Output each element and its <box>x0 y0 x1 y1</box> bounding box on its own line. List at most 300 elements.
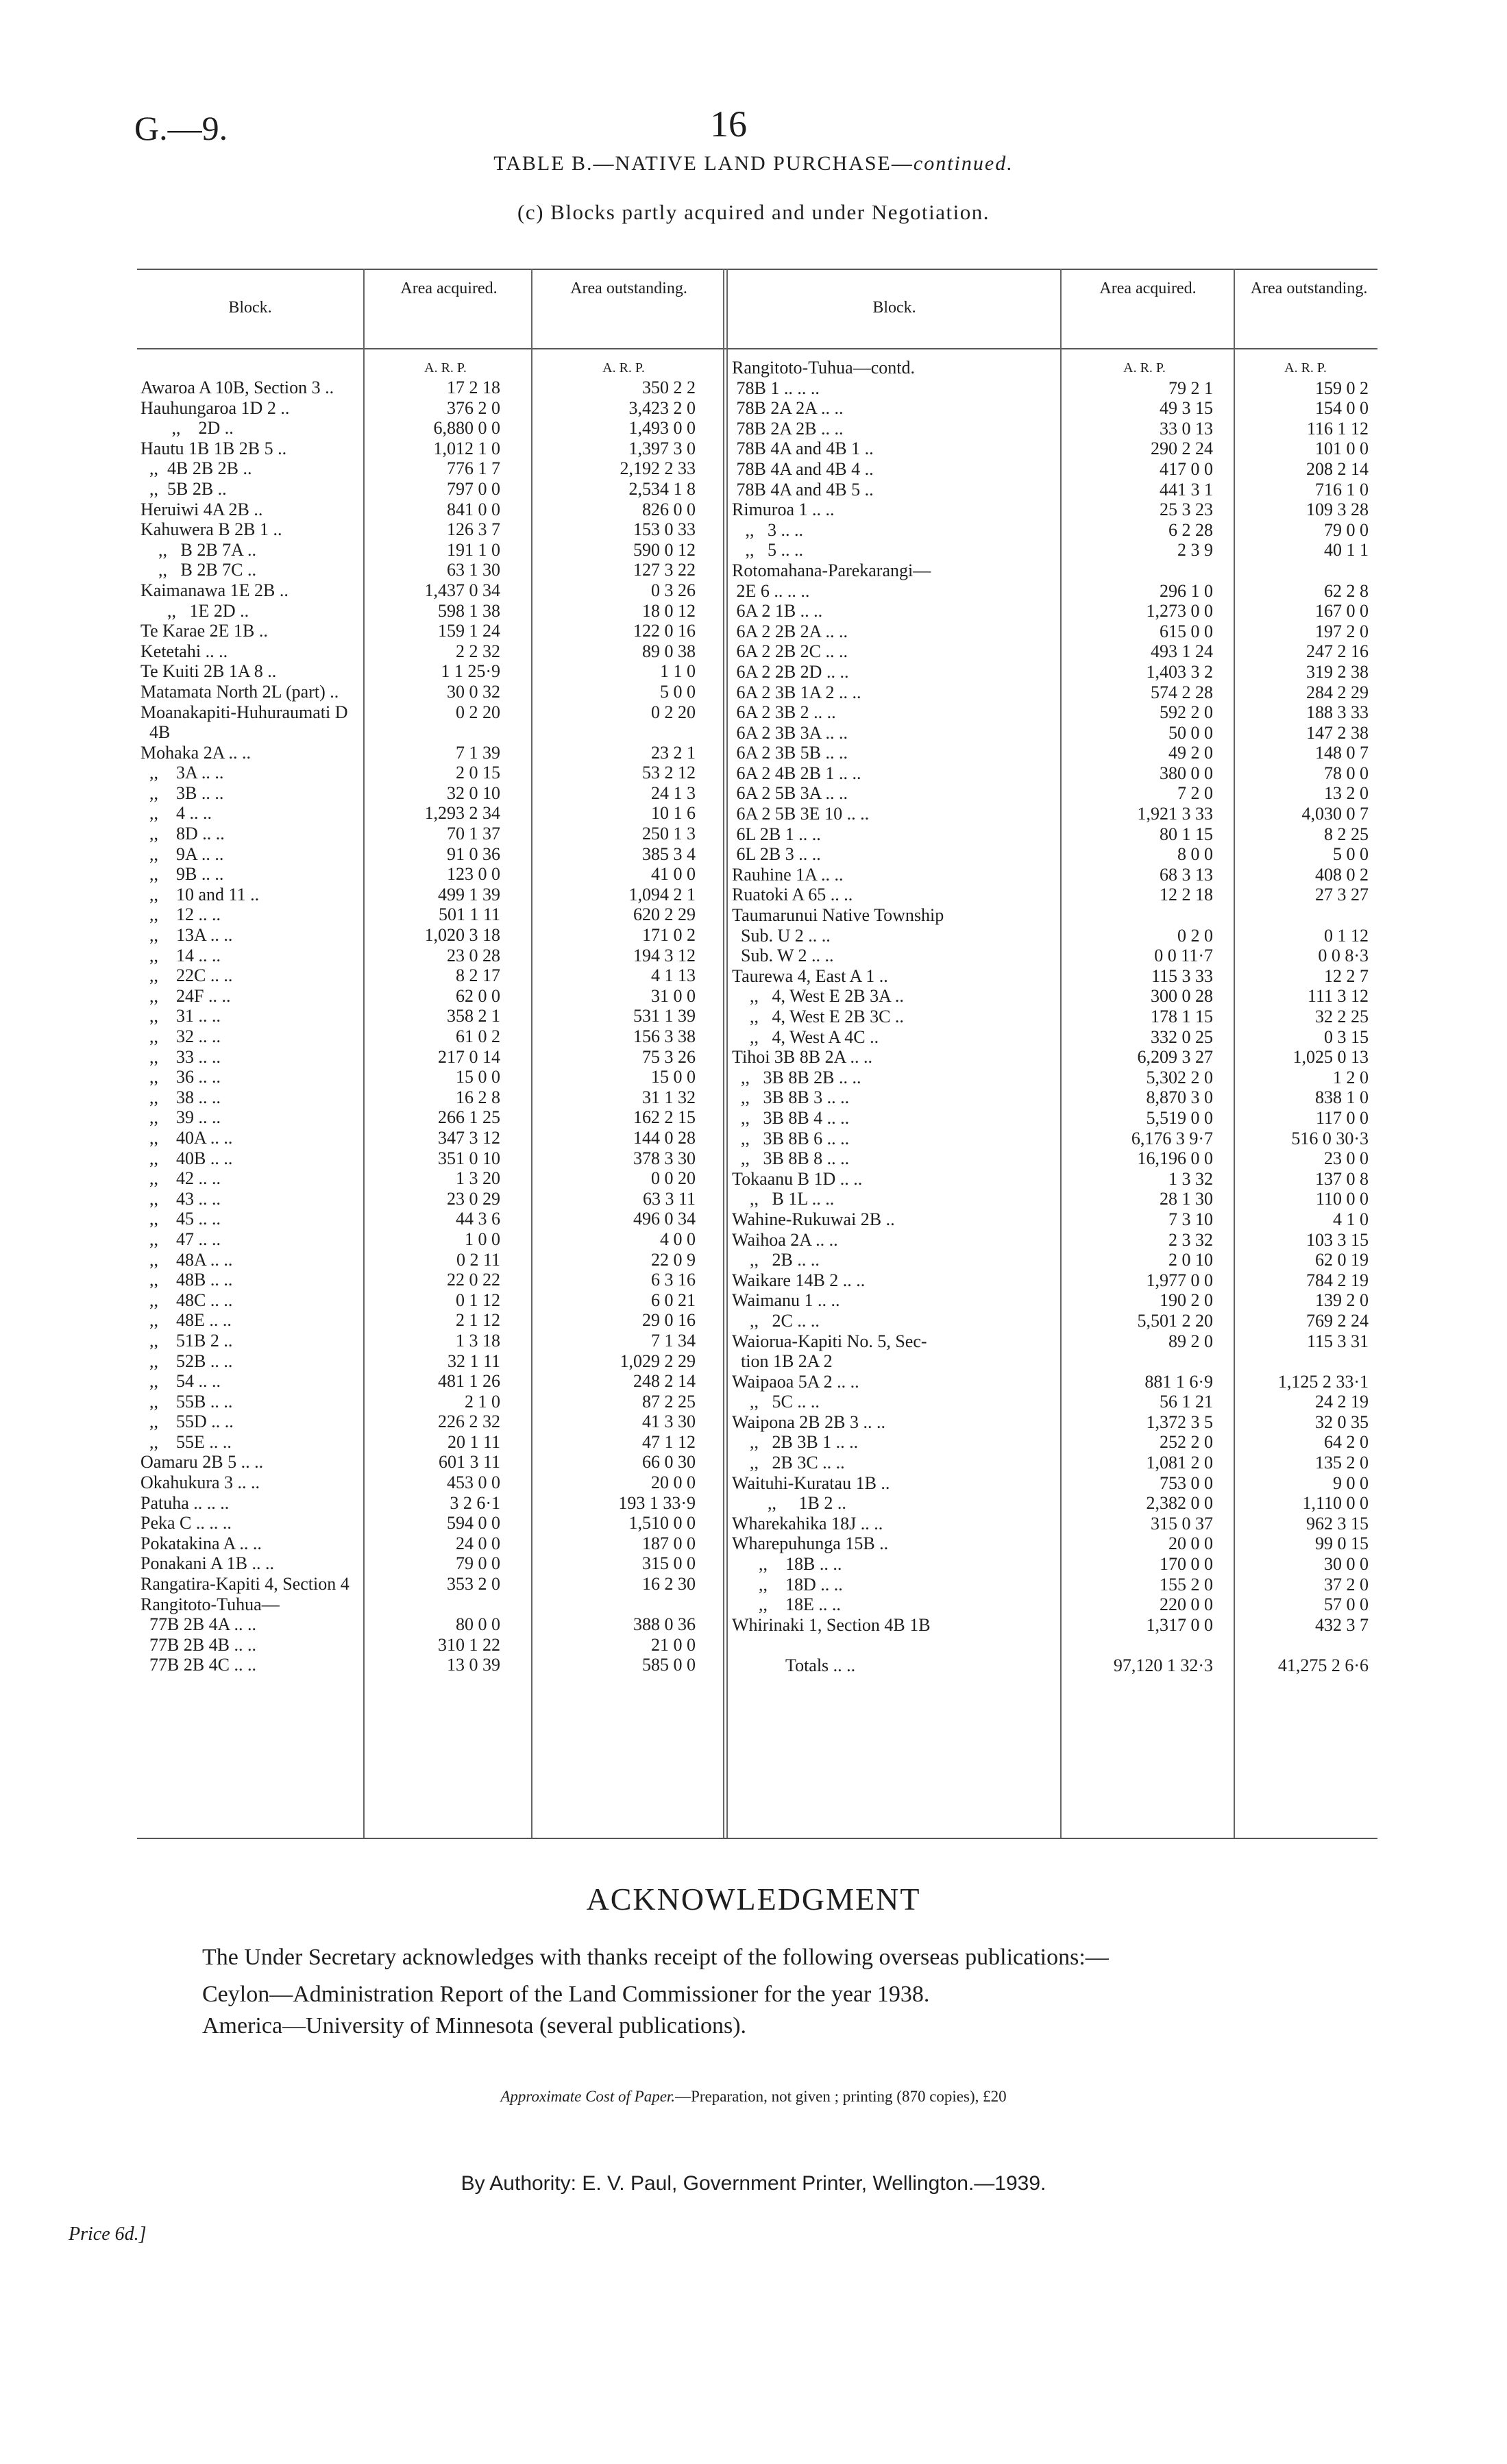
area-acquired-cell: 126 3 7 <box>447 519 500 540</box>
area-acquired-cell: 155 2 0 <box>1160 1574 1213 1594</box>
area-acquired-cell: 601 3 11 <box>438 1452 500 1473</box>
block-name: ,, 22C .. .. <box>140 965 233 986</box>
area-acquired-cell: 8,870 3 0 <box>1146 1087 1213 1108</box>
area-outstanding-cell <box>535 722 696 743</box>
area-outstanding-cell: 22 0 9 <box>651 1249 696 1270</box>
area-outstanding-cell: 197 2 0 <box>1315 621 1369 641</box>
column-divider <box>531 269 532 1838</box>
area-acquired-cell: 252 2 0 <box>1160 1432 1213 1453</box>
block-name: Te Karae 2E 1B .. <box>140 621 268 641</box>
block-name: Moanakapiti-Huhuraumati D <box>140 702 348 722</box>
area-outstanding-cell: 167 0 0 <box>1315 601 1369 621</box>
block-name: ,, 40A .. .. <box>140 1127 233 1148</box>
block-name: ,, 54 .. .. <box>140 1371 221 1392</box>
area-outstanding-cell: 319 2 38 <box>1306 661 1369 682</box>
block-name: ,, 5C .. .. <box>732 1392 820 1412</box>
area-acquired-cell <box>1064 905 1213 926</box>
area-acquired-cell: 290 2 24 <box>1151 439 1213 459</box>
area-outstanding-cell: 41 0 0 <box>651 864 696 885</box>
area-acquired-cell: 1 3 18 <box>456 1330 500 1351</box>
block-name: ,, 8D .. .. <box>140 824 225 844</box>
block-name: ,, 45 .. .. <box>140 1209 221 1229</box>
area-acquired-cell <box>1064 1635 1213 1655</box>
block-name: Waihoa 2A .. .. <box>732 1229 838 1250</box>
area-outstanding-cell: 137 0 8 <box>1315 1168 1369 1189</box>
area-acquired-cell: 63 1 30 <box>447 560 500 580</box>
area-outstanding-cell: 117 0 0 <box>1315 1107 1369 1128</box>
area-outstanding-cell: 127 3 22 <box>633 560 696 580</box>
area-acquired-cell: 62 0 0 <box>456 985 500 1006</box>
area-acquired-cell: 16 2 8 <box>456 1087 500 1107</box>
area-acquired-cell: 0 2 11 <box>456 1249 500 1270</box>
area-acquired-cell: 0 0 11·7 <box>1154 946 1213 966</box>
area-outstanding-cell: 1,397 3 0 <box>628 438 696 458</box>
acknowledgment-intro: The Under Secretary acknowledges with thanks receipt of the following overseas publications:— <box>202 1945 1109 1970</box>
block-name: ,, 52B .. .. <box>140 1351 233 1371</box>
area-outstanding-cell: 784 2 19 <box>1306 1270 1369 1290</box>
right-outstanding-column <box>1237 358 1369 1676</box>
block-name: ,, 47 .. .. <box>140 1229 221 1249</box>
area-outstanding-cell: 154 0 0 <box>1315 398 1369 419</box>
block-name: ,, 18B .. .. <box>732 1554 842 1575</box>
units-outstanding-left: A. R. P. <box>602 360 645 375</box>
block-name: Wharekahika 18J .. .. <box>732 1513 883 1533</box>
area-acquired-cell: 2 0 15 <box>456 763 500 783</box>
area-acquired-cell: 8 0 0 <box>1177 844 1213 865</box>
block-name: ,, 2B 3C .. .. <box>732 1453 845 1473</box>
header-area-acquired-left: Area acquired. <box>400 280 498 297</box>
header-block-left: Block. <box>228 299 272 317</box>
area-outstanding-cell: 315 0 0 <box>642 1553 696 1574</box>
block-name: ,, 2C .. .. <box>732 1310 820 1331</box>
block-name: ,, 3B 8B 6 .. .. <box>732 1128 850 1148</box>
block-name: Ruatoki A 65 .. .. <box>732 885 853 905</box>
block-name: ,, 40B .. .. <box>140 1148 233 1168</box>
block-name: Heruiwi 4A 2B .. <box>140 499 263 519</box>
area-acquired-cell: 1,403 3 2 <box>1146 661 1213 682</box>
table-center-divider <box>726 269 728 1838</box>
area-outstanding-cell: 31 0 0 <box>651 985 696 1006</box>
area-outstanding-cell: 0 2 20 <box>651 702 696 722</box>
document-reference: G.—9. <box>134 109 228 147</box>
area-outstanding-cell: 159 0 2 <box>1315 378 1369 398</box>
block-name: ,, 5 .. .. <box>732 540 803 560</box>
column-divider <box>363 269 365 1838</box>
block-name: 77B 2B 4A .. .. <box>140 1614 257 1635</box>
block-name: Waituhi-Kuratau 1B .. <box>732 1473 890 1493</box>
area-outstanding-cell: 531 1 39 <box>633 1006 696 1026</box>
area-acquired-cell: 70 1 37 <box>447 824 500 844</box>
block-name: ,, 2B .. .. <box>732 1250 820 1270</box>
area-outstanding-cell: 0 3 15 <box>1324 1026 1369 1047</box>
area-outstanding-cell: 769 2 24 <box>1306 1310 1369 1331</box>
block-name: ,, 32 .. .. <box>140 1026 221 1046</box>
area-outstanding-cell: 18 0 12 <box>642 600 696 621</box>
area-outstanding-cell: 89 0 38 <box>642 641 696 661</box>
area-outstanding-cell: 62 2 8 <box>1324 580 1369 601</box>
block-name: ,, 55E .. .. <box>140 1431 232 1452</box>
area-acquired-cell: 380 0 0 <box>1160 763 1213 783</box>
block-name: ,, 12 .. .. <box>140 904 221 925</box>
area-acquired-cell: 32 0 10 <box>447 783 500 803</box>
area-acquired-cell: 50 0 0 <box>1168 722 1213 743</box>
area-acquired-cell: 5,302 2 0 <box>1146 1067 1213 1087</box>
area-outstanding-cell <box>535 1594 696 1615</box>
area-outstanding-cell: 103 3 15 <box>1306 1229 1369 1250</box>
block-name: 78B 2A 2B .. .. <box>732 418 844 439</box>
area-outstanding-cell: 47 1 12 <box>642 1431 696 1452</box>
block-name: Hauhungaroa 1D 2 .. <box>140 397 290 418</box>
cost-label: Approximate Cost of Paper. <box>500 2088 676 2105</box>
area-outstanding-cell: 41,275 2 6·6 <box>1277 1655 1369 1675</box>
area-acquired-cell: 6,880 0 0 <box>433 418 500 439</box>
area-outstanding-cell: 116 1 12 <box>1306 418 1369 439</box>
area-outstanding-cell: 16 2 30 <box>642 1574 696 1594</box>
area-outstanding-cell: 31 1 32 <box>642 1087 696 1107</box>
area-acquired-cell: 1,977 0 0 <box>1146 1270 1213 1290</box>
area-outstanding-cell: 4 0 0 <box>660 1229 696 1249</box>
block-name: Tihoi 3B 8B 2A .. .. <box>732 1047 872 1068</box>
area-acquired-cell: 22 0 22 <box>447 1270 500 1290</box>
block-name: 6A 2 3B 2 .. .. <box>732 702 836 723</box>
area-outstanding-cell: 12 2 7 <box>1324 965 1369 986</box>
area-acquired-cell: 300 0 28 <box>1151 986 1213 1007</box>
area-outstanding-cell: 23 0 0 <box>1324 1148 1369 1169</box>
block-name: ,, 3 .. .. <box>732 519 803 540</box>
area-acquired-cell: 1,317 0 0 <box>1146 1614 1213 1635</box>
area-acquired-cell: 217 0 14 <box>438 1046 500 1067</box>
area-acquired-cell: 296 1 0 <box>1160 580 1213 601</box>
block-name: 6A 2 3B 1A 2 .. .. <box>732 682 861 702</box>
area-outstanding-cell <box>1237 905 1369 926</box>
area-outstanding-cell: 27 3 27 <box>1315 885 1369 905</box>
block-name: Rangatira-Kapiti 4, Section 4 <box>140 1574 350 1594</box>
block-name: Peka C .. .. .. <box>140 1513 232 1533</box>
area-acquired-cell: 417 0 0 <box>1160 458 1213 479</box>
area-acquired-cell: 501 1 11 <box>438 904 500 925</box>
area-acquired-cell: 1,012 1 0 <box>433 438 500 458</box>
area-acquired-cell: 1,437 0 34 <box>424 580 500 600</box>
block-name: Totals .. .. <box>732 1655 856 1675</box>
area-outstanding-cell: 620 2 29 <box>633 904 696 925</box>
area-acquired-cell: 80 1 15 <box>1160 824 1213 844</box>
block-name: ,, 9A .. .. <box>140 843 224 864</box>
block-name: 77B 2B 4B .. .. <box>140 1634 257 1655</box>
area-acquired-cell: 17 2 18 <box>447 378 500 397</box>
block-name: 2E 6 .. .. .. <box>732 580 810 601</box>
block-name: ,, 33 .. .. <box>140 1046 221 1067</box>
block-name: Ponakani A 1B .. .. <box>140 1553 275 1574</box>
area-outstanding-cell: 6 3 16 <box>651 1270 696 1290</box>
block-name: Pokatakina A .. .. <box>140 1533 262 1553</box>
area-outstanding-cell: 1,510 0 0 <box>628 1513 696 1533</box>
area-acquired-cell: 753 0 0 <box>1160 1473 1213 1493</box>
area-acquired-cell: 376 2 0 <box>447 397 500 418</box>
area-outstanding-cell: 1,025 0 13 <box>1292 1047 1369 1068</box>
area-acquired-cell: 5,519 0 0 <box>1146 1107 1213 1128</box>
area-outstanding-cell: 24 2 19 <box>1315 1392 1369 1412</box>
area-outstanding-cell: 110 0 0 <box>1315 1189 1369 1209</box>
area-outstanding-cell: 385 3 4 <box>642 843 696 864</box>
column-divider <box>1060 269 1062 1838</box>
block-name: Rotomahana-Parekarangi— <box>732 560 931 580</box>
block-name: ,, 1E 2D .. <box>140 600 249 621</box>
area-outstanding-cell: 139 2 0 <box>1315 1290 1369 1311</box>
block-name: ,, 48A .. .. <box>140 1249 233 1270</box>
area-outstanding-cell: 188 3 33 <box>1306 702 1369 723</box>
area-outstanding-cell: 32 2 25 <box>1315 1007 1369 1026</box>
area-acquired-cell: 16,196 0 0 <box>1137 1148 1213 1169</box>
header-area-acquired-right: Area acquired. <box>1099 280 1197 297</box>
block-name: 6A 2 2B 2C .. .. <box>732 641 848 662</box>
area-acquired-cell: 33 0 13 <box>1160 418 1213 439</box>
block-name: ,, 48E .. .. <box>140 1310 232 1331</box>
block-name: ,, 3A .. .. <box>140 763 224 783</box>
area-acquired-cell: 574 2 28 <box>1151 682 1213 702</box>
area-outstanding-cell: 99 0 15 <box>1315 1533 1369 1554</box>
area-outstanding-cell: 41 3 30 <box>642 1412 696 1432</box>
table-top-rule <box>137 269 1377 270</box>
area-acquired-cell: 1,372 3 5 <box>1146 1412 1213 1432</box>
block-name: ,, 4, West E 2B 3C .. <box>732 1007 904 1026</box>
area-acquired-cell: 797 0 0 <box>447 478 500 499</box>
area-acquired-cell: 1,293 2 34 <box>424 803 500 824</box>
area-acquired-cell: 79 2 1 <box>1168 378 1213 398</box>
block-name: 6A 2 1B .. .. <box>732 601 823 621</box>
block-name: ,, 14 .. .. <box>140 945 221 965</box>
block-name: Taumarunui Native Township <box>732 905 944 926</box>
area-acquired-cell: 2 3 9 <box>1177 540 1213 560</box>
acknowledgment-item: Ceylon—Administration Report of the Land Commissioner for the year 1938. <box>202 1982 930 2007</box>
area-acquired-cell: 315 0 37 <box>1151 1513 1213 1533</box>
area-outstanding-cell: 496 0 34 <box>633 1209 696 1229</box>
area-acquired-cell: 5,501 2 20 <box>1137 1310 1213 1331</box>
block-name: Taurewa 4, East A 1 .. <box>732 965 888 986</box>
block-name: Oamaru 2B 5 .. .. <box>140 1452 264 1473</box>
area-acquired-cell: 0 1 12 <box>456 1290 500 1310</box>
area-outstanding-cell: 171 0 2 <box>642 925 696 946</box>
block-name: ,, 43 .. .. <box>140 1188 221 1209</box>
header-block-right: Block. <box>872 299 916 317</box>
area-acquired-cell: 115 3 33 <box>1151 965 1213 986</box>
area-acquired-cell: 881 1 6·9 <box>1144 1371 1213 1392</box>
block-name: Kahuwera B 2B 1 .. <box>140 519 282 540</box>
block-name: Waipona 2B 2B 3 .. .. <box>732 1412 885 1432</box>
area-outstanding-cell: 6 0 21 <box>651 1290 696 1310</box>
table-title-text: TABLE B.—NATIVE LAND PURCHASE— <box>493 152 914 175</box>
block-name: ,, 10 and 11 .. <box>140 884 260 904</box>
block-name: ,, 18D .. .. <box>732 1574 843 1594</box>
area-outstanding-cell: 0 1 12 <box>1324 925 1369 946</box>
area-outstanding-cell: 193 1 33·9 <box>618 1492 696 1513</box>
area-outstanding-cell: 147 2 38 <box>1306 722 1369 743</box>
area-outstanding-cell: 23 2 1 <box>651 742 696 763</box>
area-acquired-cell: 49 2 0 <box>1168 743 1213 763</box>
area-acquired-cell: 1,020 3 18 <box>424 925 500 946</box>
area-acquired-cell: 20 0 0 <box>1168 1533 1213 1554</box>
block-name: ,, 13A .. .. <box>140 925 233 946</box>
area-outstanding-cell: 148 0 7 <box>1315 743 1369 763</box>
block-name: ,, 3B 8B 3 .. .. <box>732 1087 850 1108</box>
area-outstanding-cell: 1,094 2 1 <box>628 884 696 904</box>
area-acquired-cell: 776 1 7 <box>447 458 500 479</box>
area-outstanding-cell: 21 0 0 <box>651 1634 696 1655</box>
area-acquired-cell: 79 0 0 <box>456 1553 500 1574</box>
area-outstanding-cell: 122 0 16 <box>633 621 696 641</box>
area-outstanding-cell: 585 0 0 <box>642 1655 696 1675</box>
area-outstanding-cell: 13 2 0 <box>1324 783 1369 804</box>
block-name: Kaimanawa 1E 2B .. <box>140 580 289 600</box>
block-name: ,, 48C .. .. <box>140 1290 233 1310</box>
area-outstanding-cell: 1,125 2 33·1 <box>1277 1371 1369 1392</box>
area-outstanding-cell <box>1237 358 1369 378</box>
area-outstanding-cell: 350 2 2 <box>642 378 696 397</box>
area-acquired-cell: 24 0 0 <box>456 1533 500 1553</box>
area-acquired-cell <box>1064 560 1213 581</box>
left-block-column <box>140 378 361 1675</box>
area-outstanding-cell: 75 3 26 <box>642 1046 696 1067</box>
area-acquired-cell: 7 1 39 <box>456 742 500 763</box>
area-outstanding-cell: 2,192 2 33 <box>620 458 696 479</box>
block-name: ,, 55B .. .. <box>140 1391 233 1412</box>
area-outstanding-cell: 101 0 0 <box>1315 439 1369 459</box>
area-acquired-cell: 310 1 22 <box>438 1634 500 1655</box>
area-acquired-cell: 12 2 18 <box>1160 885 1213 905</box>
area-acquired-cell: 190 2 0 <box>1160 1290 1213 1311</box>
area-acquired-cell: 28 1 30 <box>1160 1189 1213 1209</box>
area-outstanding-cell: 1,029 2 29 <box>620 1351 696 1371</box>
area-acquired-cell: 493 1 24 <box>1151 641 1213 662</box>
area-outstanding-cell: 194 3 12 <box>633 945 696 965</box>
table-center-divider <box>723 269 724 1838</box>
area-acquired-cell: 123 0 0 <box>447 864 500 885</box>
right-acquired-column <box>1064 358 1213 1676</box>
block-name: Sub. W 2 .. .. <box>732 946 834 966</box>
block-name: ,, 4B 2B 2B .. <box>140 458 252 479</box>
area-outstanding-cell: 37 2 0 <box>1324 1574 1369 1594</box>
block-name: 6L 2B 3 .. .. <box>732 844 821 865</box>
area-outstanding-cell: 208 2 14 <box>1306 458 1369 479</box>
area-outstanding-cell: 0 3 26 <box>651 580 696 600</box>
area-outstanding-cell: 153 0 33 <box>633 519 696 540</box>
area-outstanding-cell: 64 2 0 <box>1324 1432 1369 1453</box>
area-acquired-cell: 23 0 29 <box>447 1188 500 1209</box>
area-outstanding-cell: 109 3 28 <box>1306 500 1369 520</box>
area-outstanding-cell: 10 1 6 <box>651 803 696 824</box>
block-name: Rangitoto-Tuhua— <box>140 1594 280 1614</box>
area-acquired-cell: 80 0 0 <box>456 1614 500 1635</box>
area-outstanding-cell: 1 2 0 <box>1333 1067 1369 1087</box>
block-name: Hautu 1B 1B 2B 5 .. <box>140 438 287 458</box>
area-acquired-cell: 170 0 0 <box>1160 1554 1213 1575</box>
block-name: ,, 2D .. <box>140 418 234 439</box>
area-acquired-cell: 6,176 3 9·7 <box>1131 1128 1213 1148</box>
area-outstanding-cell: 590 0 12 <box>633 539 696 560</box>
area-acquired-cell: 598 1 38 <box>438 600 500 621</box>
area-acquired-cell: 7 3 10 <box>1168 1209 1213 1229</box>
area-outstanding-cell: 78 0 0 <box>1324 763 1369 783</box>
block-name: ,, 3B 8B 2B .. .. <box>732 1067 861 1087</box>
area-outstanding-cell: 111 3 12 <box>1307 986 1369 1007</box>
units-acquired-right: A. R. P. <box>1123 360 1166 375</box>
area-outstanding-cell: 5 0 0 <box>660 681 696 702</box>
area-outstanding-cell: 247 2 16 <box>1306 641 1369 662</box>
area-acquired-cell: 2 1 0 <box>465 1391 500 1412</box>
area-acquired-cell: 91 0 36 <box>447 843 500 864</box>
block-name: 78B 4A and 4B 1 .. <box>732 439 874 459</box>
block-name: ,, 4, West E 2B 3A .. <box>732 986 904 1007</box>
area-acquired-cell: 266 1 25 <box>438 1107 500 1128</box>
area-acquired-cell: 2 2 32 <box>456 641 500 661</box>
area-outstanding-cell: 53 2 12 <box>642 763 696 783</box>
block-name: 6A 2 5B 3E 10 .. .. <box>732 804 870 824</box>
area-acquired-cell: 56 1 21 <box>1160 1392 1213 1412</box>
area-outstanding-cell: 3,423 2 0 <box>628 397 696 418</box>
area-acquired-cell: 358 2 1 <box>447 1006 500 1026</box>
units-acquired-left: A. R. P. <box>424 360 467 375</box>
acknowledgment-heading: ACKNOWLEDGMENT <box>586 1882 921 1917</box>
area-acquired-cell: 1,921 3 33 <box>1137 804 1213 824</box>
area-acquired-cell: 68 3 13 <box>1160 864 1213 885</box>
area-outstanding-cell: 838 1 0 <box>1315 1087 1369 1108</box>
block-name: Whirinaki 1, Section 4B 1B <box>732 1614 931 1635</box>
area-acquired-cell: 841 0 0 <box>447 499 500 519</box>
page-header <box>0 103 1507 158</box>
area-acquired-cell: 2 0 10 <box>1168 1250 1213 1270</box>
area-acquired-cell: 615 0 0 <box>1160 621 1213 641</box>
block-name: Rimuroa 1 .. .. <box>732 500 835 520</box>
area-acquired-cell: 351 0 10 <box>438 1148 500 1168</box>
area-acquired-cell: 1,081 2 0 <box>1146 1453 1213 1473</box>
block-name: ,, B 1L .. .. <box>732 1189 835 1209</box>
area-outstanding-cell <box>1237 1351 1369 1372</box>
area-acquired-cell: 32 1 11 <box>447 1351 500 1371</box>
area-outstanding-cell: 408 0 2 <box>1315 864 1369 885</box>
area-outstanding-cell: 962 3 15 <box>1306 1513 1369 1533</box>
area-outstanding-cell: 187 0 0 <box>642 1533 696 1553</box>
block-name: 77B 2B 4C .. .. <box>140 1655 257 1675</box>
block-name: Waikare 14B 2 .. .. <box>732 1270 866 1290</box>
area-acquired-cell: 178 1 15 <box>1151 1007 1213 1026</box>
area-acquired-cell: 2,382 0 0 <box>1146 1493 1213 1514</box>
block-name: ,, 24F .. .. <box>140 985 231 1006</box>
area-outstanding-cell: 156 3 38 <box>633 1026 696 1046</box>
area-outstanding-cell: 63 3 11 <box>642 1188 696 1209</box>
left-acquired-column <box>367 378 500 1675</box>
block-name: ,, 38 .. .. <box>140 1087 221 1107</box>
area-acquired-cell: 159 1 24 <box>438 621 500 641</box>
block-name: ,, 31 .. .. <box>140 1006 221 1026</box>
block-name: Ketetahi .. .. <box>140 641 228 661</box>
block-name: Tokaanu B 1D .. .. <box>732 1168 863 1189</box>
table-header-rule <box>137 348 1377 349</box>
area-outstanding-cell <box>1237 560 1369 581</box>
block-name: ,, 1B 2 .. <box>732 1493 846 1514</box>
block-name: ,, 4, West A 4C .. <box>732 1026 879 1047</box>
area-acquired-cell: 0 2 20 <box>456 702 500 722</box>
area-acquired-cell: 15 0 0 <box>456 1067 500 1087</box>
area-acquired-cell <box>1064 358 1213 378</box>
block-name: 78B 4A and 4B 4 .. <box>732 458 874 479</box>
block-name: 6A 2 3B 5B .. .. <box>732 743 848 763</box>
block-name: tion 1B 2A 2 <box>732 1351 833 1372</box>
block-name: ,, 42 .. .. <box>140 1168 221 1189</box>
block-name: ,, 36 .. .. <box>140 1067 221 1087</box>
area-acquired-cell: 2 1 12 <box>456 1310 500 1331</box>
area-acquired-cell: 2 3 32 <box>1168 1229 1213 1250</box>
area-outstanding-cell: 4 1 13 <box>651 965 696 986</box>
block-name: Rauhine 1A .. .. <box>732 864 844 885</box>
